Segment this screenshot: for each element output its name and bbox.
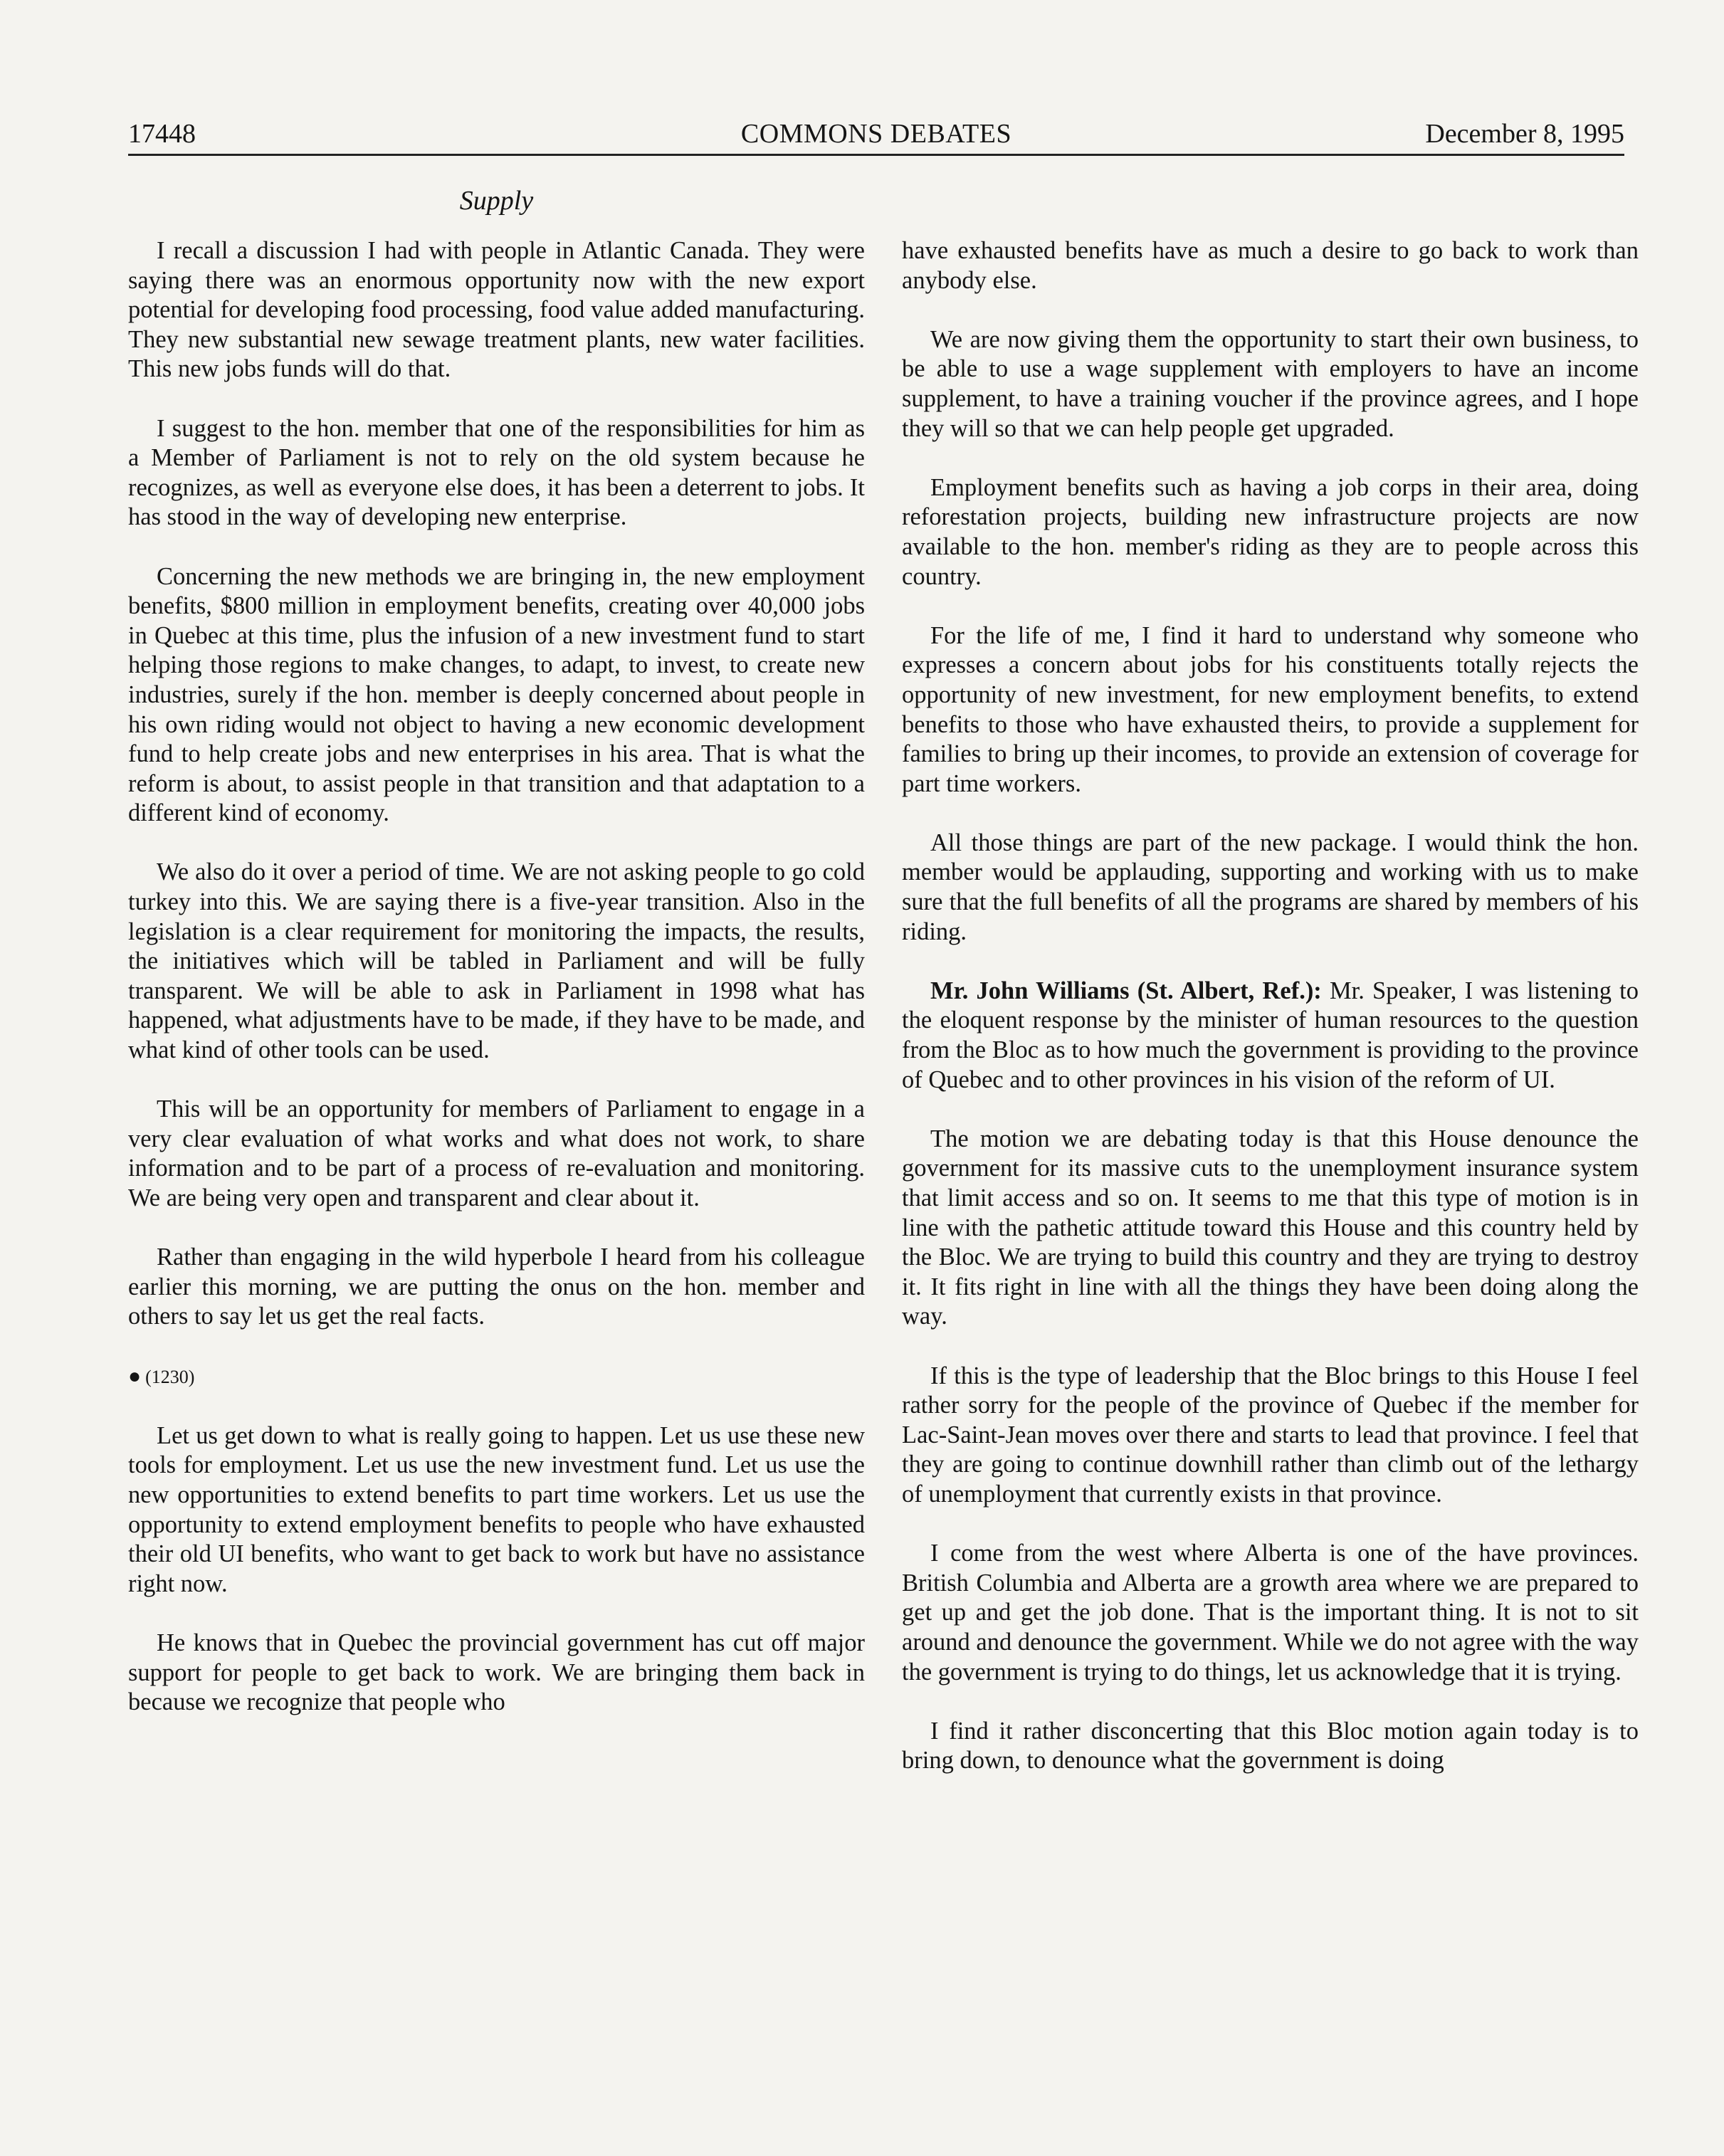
- publication-title: COMMONS DEBATES: [740, 119, 1012, 149]
- paragraph: We are now giving them the opportunity to start their own business, to be able to use a wage supplement with employers to have an income supplement, to have a training voucher if the province agrees, and I hope they will so that we can help people get upgraded.: [902, 325, 1639, 442]
- paragraph: For the life of me, I find it hard to understand why someone who expresses a concern about jobs for his constituents totally rejects the opportunity of new investment, for new employment benefits, to extend benefits to those who have exhausted theirs, to provide a supplement for families to bring up their incomes, to provide an extension of coverage for part time workers.: [902, 621, 1639, 797]
- paragraph: Employment benefits such as having a job corps in their area, doing reforestation projects, building new infrastructure projects are now available to the hon. member's riding as they are to people across this country.: [902, 473, 1639, 590]
- bullet-icon: ●: [128, 1364, 142, 1388]
- paragraph: If this is the type of leadership that the Bloc brings to this House I feel rather sorry for the people of the province of Quebec if the member for Lac-Saint-Jean moves over there and starts to lead that province. I feel that they are going to continue downhill rather than climb out of the lethargy of unemployment that currently exists in that province.: [902, 1362, 1639, 1508]
- page-header: [128, 112, 1624, 155]
- paragraph: This will be an opportunity for members of Parliament to engage in a very clear evaluation of what works and what does not work, to share information and to be part of a process of re-evaluation and monitoring. We are being very open and transparent and clear about it.: [128, 1095, 865, 1211]
- time-marker-text: (1230): [145, 1366, 195, 1387]
- paragraph: I recall a discussion I had with people in Atlantic Canada. They were saying there was an enormous opportunity now with the new export potential for developing food processing, food value added manufacturing. They new substantial new sewage treatment plants, new water facilities. This new jobs funds will do that.: [128, 237, 865, 383]
- page-number: 17448: [128, 119, 196, 149]
- time-marker: [128, 1362, 865, 1392]
- paragraph: I find it rather disconcerting that this Bloc motion again today is to bring down, to denounce what the government is doing: [902, 1717, 1639, 1774]
- publication-date: December 8, 1995: [1425, 119, 1624, 149]
- paragraph: Let us get down to what is really going to happen. Let us use these new tools for employment. Let us use the new investment fund. Let us use the new opportunities to extend benefits to part time workers. Let us use the opportunity to extend employment benefits to people who have exhausted their old UI benefits, who want to get back to work but have no assistance right now.: [128, 1421, 865, 1597]
- paragraph: I suggest to the hon. member that one of the responsibilities for him as a Member of Parliament is not to rely on the old system because he recognizes, as well as everyone else does, it has been a deterrent to jobs. It has stood in the way of developing new enterprise.: [128, 414, 865, 531]
- paragraph: All those things are part of the new package. I would think the hon. member would be applauding, supporting and working with us to make sure that the full benefits of all the programs are shared by members of his riding.: [902, 829, 1639, 945]
- paragraph: He knows that in Quebec the provincial government has cut off major support for people to get back to work. We are bringing them back in because we recognize that people who: [128, 1629, 865, 1716]
- paragraph: The motion we are debating today is that this House denounce the government for its massive cuts to the unemployment insurance system that limit access and so on. It seems to me that this type of motion is in line with the pathetic attitude toward this House and this country held by the Bloc. We are trying to build this country and they are trying to destroy it. It fits right in line with all the things they have been doing along the way.: [902, 1125, 1639, 1330]
- right-column: [902, 236, 1639, 2058]
- paragraph: We also do it over a period of time. We are not asking people to go cold turkey into this. We are saying there is a five-year transition. Also in the legislation is a clear requirement for monitoring the impacts, the results, the initiatives which will be tabled in Parliament and will be fully transparent. We will be able to ask in Parliament in 1998 what has happened, what adjustments have to be made, if they have to be made, and what kind of other tools can be used.: [128, 858, 865, 1064]
- paragraph: Rather than engaging in the wild hyperbole I heard from his colleague earlier this morning, we are putting the onus on the hon. member and others to say let us get the real facts.: [128, 1243, 865, 1330]
- left-column: [128, 236, 865, 2058]
- paragraph-continued: have exhausted benefits have as much a desire to go back to work than anybody else.: [902, 237, 1639, 294]
- section-title: Supply: [459, 186, 534, 216]
- speaker-name: Mr. John Williams (St. Albert, Ref.):: [930, 977, 1322, 1004]
- paragraph: Concerning the new methods we are bringing in, the new employment benefits, $800 million in employment benefits, creating over 40,000 jobs in Quebec at this time, plus the infusion of a new investment fund to start helping those regions to make changes, to adapt, to invest, to create new industries, surely if the hon. member is deeply concerned about people in his own riding would not object to having a new economic development fund to help create jobs and new enterprises in his area. That is what the reform is about, to assist people in that transition and that adaptation to a different kind of economy.: [128, 562, 865, 827]
- speaker-text: Mr. Speaker, I was listening to the eloquent response by the minister of human resources to the question from the Bloc as to how much the government is providing to the province of Quebec and to other provinces in his vision of the reform of UI.: [902, 977, 1639, 1093]
- paragraph: I come from the west where Alberta is one of the have provinces. British Columbia and Alberta are a growth area where we are prepared to get up and get the job done. That is the important thing. It is not to sit around and denounce the government. While we do not agree with the way the government is trying to do things, let us acknowledge that it is trying.: [902, 1540, 1639, 1686]
- speaker-paragraph: [902, 977, 1639, 1095]
- header-rule: [128, 154, 1624, 156]
